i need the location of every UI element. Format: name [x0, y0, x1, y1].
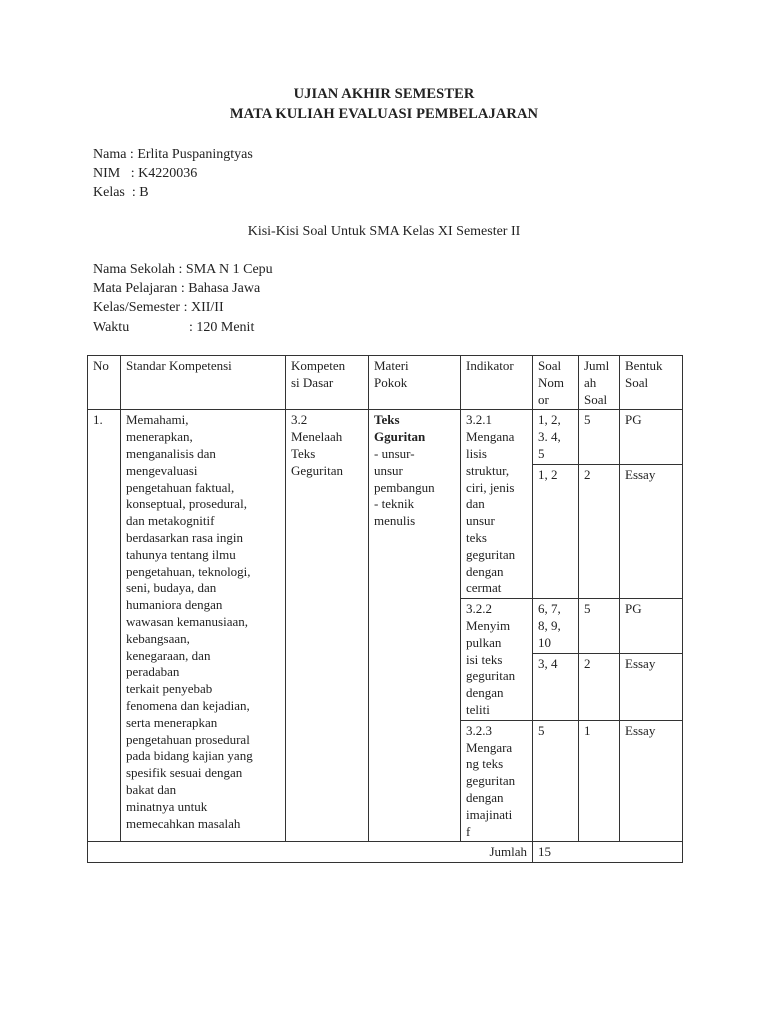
table-total-row	[88, 842, 683, 863]
cell-materi	[369, 410, 461, 842]
cell-bentuk: Essay	[620, 654, 683, 721]
class-semester: Kelas/Semester : XII/II	[93, 300, 224, 315]
cell-nomor: 1, 2, 3. 4, 5	[533, 410, 579, 464]
cell-indikator-3: 3.2.3 Mengara ng teks geguritan dengan imajinati f	[461, 720, 533, 842]
duration-label: Waktu	[93, 320, 130, 335]
exam-title: UJIAN AKHIR SEMESTER	[293, 86, 475, 102]
header-indikator: Indikator	[461, 356, 533, 410]
cell-bentuk: Essay	[620, 464, 683, 598]
cell-indikator-2: 3.2.2 Menyim pulkan isi teks geguritan dengan teliti	[461, 599, 533, 721]
student-nim: NIM : K4220036	[93, 166, 198, 181]
cell-jumlah: 5	[579, 599, 620, 654]
total-label: Jumlah	[88, 842, 533, 863]
table-row	[88, 410, 683, 464]
course-title: MATA KULIAH EVALUASI PEMBELAJARAN	[229, 106, 539, 122]
total-value: 15	[533, 842, 683, 863]
subject-name: Mata Pelajaran : Bahasa Jawa	[93, 281, 261, 296]
cell-nomor: 3, 4	[533, 654, 579, 721]
header-jumlah-soal: Juml ah Soal	[579, 356, 620, 410]
cell-indikator-1: 3.2.1 Mengana lisis struktur, ciri, jenis dan unsur teks geguritan dengan cermat	[461, 410, 533, 599]
materi-title: Teks Gguritan	[374, 412, 426, 445]
cell-bentuk: PG	[620, 410, 683, 464]
header-no: No	[88, 356, 121, 410]
cell-bentuk: PG	[620, 599, 683, 654]
cell-no: 1.	[88, 410, 121, 842]
blueprint-table	[87, 355, 683, 863]
cell-jumlah: 5	[579, 410, 620, 464]
cell-jumlah: 1	[579, 720, 620, 842]
cell-nomor: 6, 7, 8, 9, 10	[533, 599, 579, 654]
header-kompetensi: Kompeten si Dasar	[286, 356, 369, 410]
table-header-row	[88, 356, 683, 410]
header-materi: Materi Pokok	[369, 356, 461, 410]
cell-nomor: 5	[533, 720, 579, 842]
school-name: Nama Sekolah : SMA N 1 Cepu	[93, 262, 273, 277]
materi-body: - unsur- unsur pembangun - teknik menulis	[374, 445, 435, 529]
duration-value: : 120 Menit	[189, 320, 255, 335]
cell-jumlah: 2	[579, 654, 620, 721]
header-bentuk-soal: Bentuk Soal	[620, 356, 683, 410]
header-soal-nomor: Soal Nom or	[533, 356, 579, 410]
cell-kompetensi: 3.2 Menelaah Teks Geguritan	[286, 410, 369, 842]
document-subtitle: Kisi-Kisi Soal Untuk SMA Kelas XI Semester II	[247, 224, 521, 239]
duration	[93, 320, 254, 336]
cell-bentuk: Essay	[620, 720, 683, 842]
cell-standar: Memahami, menerapkan, menganalisis dan mengevaluasi pengetahuan faktual, konseptual, prosedural, dan metakognitif berdasarkan rasa ingin tahunya tentang ilmu pengetahuan, teknologi, seni, budaya, dan humaniora dengan wawasan kemanusiaan, kebangsaan, kenegaraan, dan peradaban terkait penyebab fenomena dan kejadian, serta menerapkan pengetahuan prosedural pada bidang kajian yang spesifik sesuai dengan bakat dan minatnya untuk memecahkan masalah	[121, 410, 286, 842]
cell-nomor: 1, 2	[533, 464, 579, 598]
student-name: Nama : Erlita Puspaningtyas	[93, 147, 253, 162]
student-class: Kelas : B	[93, 185, 149, 200]
cell-jumlah: 2	[579, 464, 620, 598]
header-standar: Standar Kompetensi	[121, 356, 286, 410]
